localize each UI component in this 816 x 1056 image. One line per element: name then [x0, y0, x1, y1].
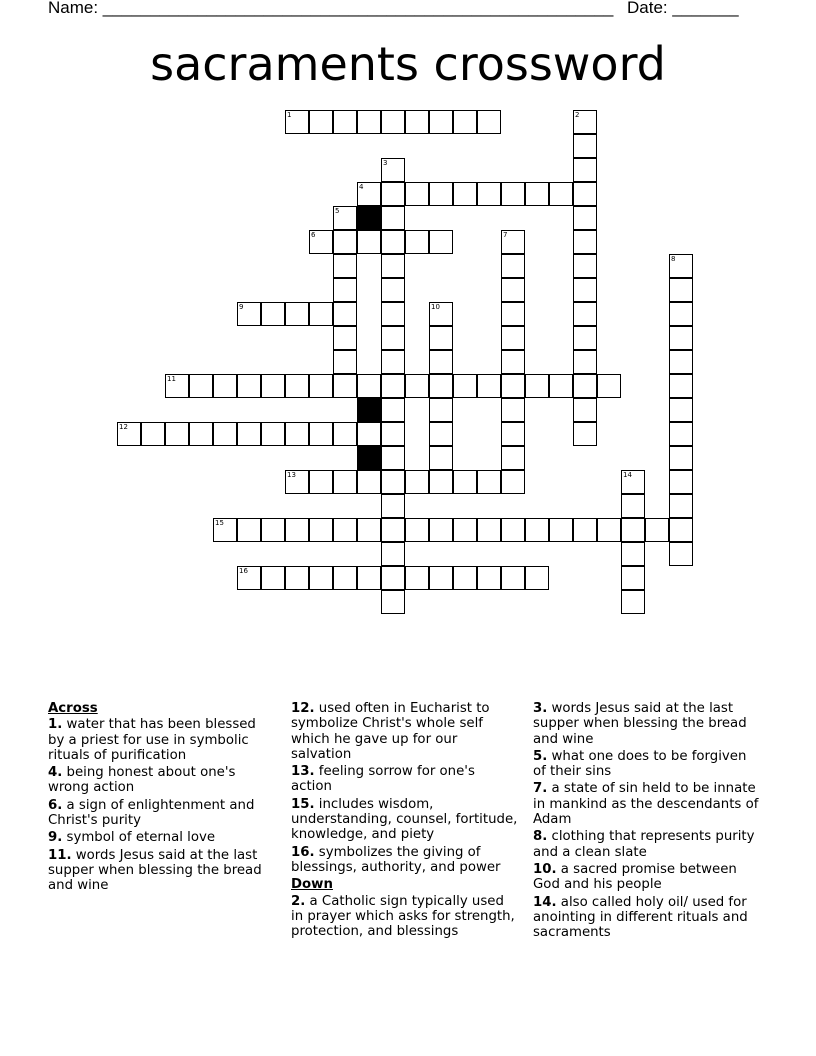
- grid-cell[interactable]: [621, 542, 645, 566]
- grid-block-cell: [357, 446, 381, 470]
- grid-cell[interactable]: [573, 182, 597, 206]
- grid-cell[interactable]: [549, 374, 573, 398]
- grid-cell[interactable]: [357, 566, 381, 590]
- name-field-label[interactable]: Name: ______________________________________________________: [48, 0, 614, 17]
- clue-down-3: 3. words Jesus said at the last supper when blessing the bread and wine: [533, 701, 747, 747]
- grid-cell[interactable]: [165, 422, 189, 446]
- grid-block-cell: [357, 398, 381, 422]
- grid-cell[interactable]: [621, 566, 645, 590]
- grid-cell[interactable]: [381, 350, 405, 374]
- grid-cell[interactable]: [501, 566, 525, 590]
- grid-cell[interactable]: [549, 182, 573, 206]
- grid-cell[interactable]: [669, 398, 693, 422]
- grid-cell[interactable]: [669, 302, 693, 326]
- grid-cell[interactable]: [381, 374, 405, 398]
- clue-across-13: 13. feeling sorrow for one's action: [291, 764, 475, 795]
- grid-cell[interactable]: [309, 566, 333, 590]
- grid-block-cell: [357, 206, 381, 230]
- grid-cell[interactable]: [333, 278, 357, 302]
- grid-cell[interactable]: [285, 470, 309, 494]
- clue-across-11: 11. words Jesus said at the last supper when blessing the bread and wine: [48, 847, 262, 894]
- grid-cell[interactable]: [381, 398, 405, 422]
- grid-cell[interactable]: [573, 134, 597, 158]
- grid-cell[interactable]: [357, 422, 381, 446]
- grid-cell[interactable]: [261, 518, 285, 542]
- grid-cell[interactable]: [405, 230, 429, 254]
- grid-cell[interactable]: [189, 374, 213, 398]
- grid-cell[interactable]: [597, 374, 621, 398]
- grid-cell[interactable]: [669, 374, 693, 398]
- grid-cell[interactable]: [573, 374, 597, 398]
- grid-cell[interactable]: [621, 470, 645, 494]
- header: [48, 0, 768, 20]
- grid-cell[interactable]: [669, 494, 693, 518]
- grid-cell[interactable]: [333, 518, 357, 542]
- grid-cell[interactable]: [645, 518, 669, 542]
- clue-down-2: 2. a Catholic sign typically used in prayer which asks for strength, protection, and blessings: [291, 893, 515, 940]
- grid-cell[interactable]: [501, 422, 525, 446]
- clue-number: 6: [311, 231, 316, 239]
- grid-cell[interactable]: [429, 110, 453, 134]
- grid-cell[interactable]: [501, 182, 525, 206]
- clue-number: 3: [383, 159, 388, 167]
- grid-cell[interactable]: [261, 566, 285, 590]
- grid-cell[interactable]: [381, 542, 405, 566]
- grid-cell[interactable]: [165, 374, 189, 398]
- grid-cell[interactable]: [525, 374, 549, 398]
- grid-cell[interactable]: [333, 566, 357, 590]
- grid-cell[interactable]: [141, 422, 165, 446]
- grid-cell[interactable]: [285, 110, 309, 134]
- page-title: sacraments crossword: [150, 37, 666, 91]
- grid-cell[interactable]: [261, 422, 285, 446]
- grid-cell[interactable]: [453, 182, 477, 206]
- grid-cell[interactable]: [381, 422, 405, 446]
- grid-cell[interactable]: [285, 422, 309, 446]
- grid-cell[interactable]: [429, 518, 453, 542]
- grid-cell[interactable]: [381, 590, 405, 614]
- clue-across-4: 4. being honest about one's wrong action: [48, 765, 236, 796]
- down-heading: Down: [291, 877, 333, 893]
- grid-cell[interactable]: [381, 566, 405, 590]
- clue-across-16: 16. symbolizes the giving of blessings, authority, and power: [291, 844, 501, 875]
- grid-cell[interactable]: [309, 230, 333, 254]
- grid-cell[interactable]: [381, 326, 405, 350]
- grid-cell[interactable]: [453, 110, 477, 134]
- grid-cell[interactable]: [501, 254, 525, 278]
- grid-cell[interactable]: [213, 518, 237, 542]
- clue-column-2: [291, 701, 519, 941]
- grid-cell[interactable]: [453, 470, 477, 494]
- grid-cell[interactable]: [333, 326, 357, 350]
- grid-cell[interactable]: [309, 470, 333, 494]
- grid-cell[interactable]: [405, 374, 429, 398]
- grid-cell[interactable]: [669, 446, 693, 470]
- grid-cell[interactable]: [381, 302, 405, 326]
- grid-cell[interactable]: [237, 374, 261, 398]
- grid-cell[interactable]: [573, 206, 597, 230]
- clue-across-12: 12. used often in Eucharist to symbolize Christ's whole self which he gave up for our salvation: [291, 701, 490, 762]
- grid-cell[interactable]: [501, 230, 525, 254]
- grid-cell[interactable]: [669, 518, 693, 542]
- grid-cell[interactable]: [501, 398, 525, 422]
- grid-cell[interactable]: [429, 398, 453, 422]
- grid-cell[interactable]: [573, 302, 597, 326]
- grid-cell[interactable]: [429, 230, 453, 254]
- clue-across-9: 9. symbol of eternal love: [48, 830, 216, 846]
- grid-cell[interactable]: [333, 230, 357, 254]
- clue-number: 10: [431, 303, 440, 311]
- grid-cell[interactable]: [333, 422, 357, 446]
- grid-cell[interactable]: [429, 182, 453, 206]
- grid-cell[interactable]: [573, 278, 597, 302]
- clue-number: 7: [503, 231, 508, 239]
- grid-cell[interactable]: [501, 446, 525, 470]
- grid-cell[interactable]: [501, 326, 525, 350]
- clue-number: 12: [119, 423, 128, 431]
- clue-number: 5: [335, 207, 340, 215]
- grid-cell[interactable]: [381, 446, 405, 470]
- grid-cell[interactable]: [573, 398, 597, 422]
- grid-cell[interactable]: [477, 470, 501, 494]
- clue-across-6: 6. a sign of enlightenment and Christ's purity: [48, 797, 255, 829]
- grid-cell[interactable]: [357, 374, 381, 398]
- clue-number: 4: [359, 183, 364, 191]
- grid-cell[interactable]: [669, 278, 693, 302]
- clue-number: 11: [167, 375, 176, 383]
- grid-cell[interactable]: [237, 566, 261, 590]
- grid-cell[interactable]: [381, 230, 405, 254]
- grid-cell[interactable]: [357, 230, 381, 254]
- grid-cell[interactable]: [357, 182, 381, 206]
- grid-cell[interactable]: [333, 206, 357, 230]
- grid-cell[interactable]: [621, 518, 645, 542]
- grid-cell[interactable]: [357, 470, 381, 494]
- grid-cell[interactable]: [405, 182, 429, 206]
- grid-cell[interactable]: [237, 518, 261, 542]
- grid-cell[interactable]: [405, 110, 429, 134]
- grid-cell[interactable]: [477, 374, 501, 398]
- grid-cell[interactable]: [333, 110, 357, 134]
- grid-cell[interactable]: [117, 422, 141, 446]
- grid-cell[interactable]: [405, 518, 429, 542]
- grid-cell[interactable]: [477, 518, 501, 542]
- clue-down-8: 8. clothing that represents purity and a clean slate: [533, 829, 755, 860]
- grid-cell[interactable]: [501, 350, 525, 374]
- clue-column-1: [48, 701, 276, 896]
- grid-cell[interactable]: [525, 566, 549, 590]
- grid-cell[interactable]: [429, 374, 453, 398]
- grid-cell[interactable]: [381, 158, 405, 182]
- grid-cell[interactable]: [669, 470, 693, 494]
- grid-cell[interactable]: [573, 230, 597, 254]
- grid-cell[interactable]: [429, 350, 453, 374]
- grid-cell[interactable]: [453, 518, 477, 542]
- grid-cell[interactable]: [573, 254, 597, 278]
- grid-cell[interactable]: [285, 374, 309, 398]
- grid-cell[interactable]: [405, 470, 429, 494]
- grid-cell[interactable]: [309, 518, 333, 542]
- grid-cell[interactable]: [501, 518, 525, 542]
- grid-cell[interactable]: [525, 182, 549, 206]
- grid-cell[interactable]: [501, 302, 525, 326]
- clue-across-1: 1. water that has been blessed by a priest for use in symbolic rituals of purification: [48, 717, 256, 763]
- grid-cell[interactable]: [549, 518, 573, 542]
- grid-cell[interactable]: [381, 110, 405, 134]
- grid-cell[interactable]: [285, 566, 309, 590]
- date-field-label[interactable]: Date: _______: [627, 0, 739, 17]
- grid-cell[interactable]: [429, 326, 453, 350]
- clue-number: 2: [575, 111, 580, 119]
- clue-number: 16: [239, 567, 248, 575]
- grid-cell[interactable]: [381, 494, 405, 518]
- grid-cell[interactable]: [285, 518, 309, 542]
- clue-across-15: 15. includes wisdom, understanding, counsel, fortitude, knowledge, and piety: [291, 796, 518, 843]
- grid-cell[interactable]: [213, 374, 237, 398]
- clue-number: 8: [671, 255, 676, 263]
- grid-cell[interactable]: [309, 422, 333, 446]
- clue-number: 1: [287, 111, 292, 119]
- grid-cell[interactable]: [381, 518, 405, 542]
- grid-cell[interactable]: [381, 182, 405, 206]
- grid-cell[interactable]: [333, 350, 357, 374]
- grid-cell[interactable]: [333, 374, 357, 398]
- grid-cell[interactable]: [429, 446, 453, 470]
- grid-cell[interactable]: [285, 302, 309, 326]
- grid-cell[interactable]: [477, 110, 501, 134]
- grid-cell[interactable]: [309, 110, 333, 134]
- grid-cell[interactable]: [381, 470, 405, 494]
- grid-cell[interactable]: [261, 374, 285, 398]
- grid-cell[interactable]: [333, 254, 357, 278]
- grid-cell[interactable]: [429, 566, 453, 590]
- grid-cell[interactable]: [501, 470, 525, 494]
- grid-cell[interactable]: [621, 590, 645, 614]
- across-heading: Across: [48, 701, 98, 716]
- grid-cell[interactable]: [669, 422, 693, 446]
- grid-cell[interactable]: [453, 374, 477, 398]
- clue-number: 14: [623, 471, 632, 479]
- grid-cell[interactable]: [357, 518, 381, 542]
- clue-down-10: 10. a sacred promise between God and his people: [533, 861, 737, 893]
- grid-cell[interactable]: [333, 302, 357, 326]
- grid-cell[interactable]: [597, 518, 621, 542]
- clue-column-3: [533, 701, 761, 942]
- grid-cell[interactable]: [669, 326, 693, 350]
- clue-down-7: 7. a state of sin held to be innate in mankind as the descendants of Adam: [533, 781, 759, 828]
- grid-cell[interactable]: [237, 302, 261, 326]
- grid-cell[interactable]: [573, 326, 597, 350]
- grid-cell[interactable]: [621, 494, 645, 518]
- grid-cell[interactable]: [501, 278, 525, 302]
- grid-cell[interactable]: [237, 422, 261, 446]
- grid-cell[interactable]: [669, 350, 693, 374]
- grid-cell[interactable]: [477, 566, 501, 590]
- grid-cell[interactable]: [261, 302, 285, 326]
- grid-cell[interactable]: [669, 254, 693, 278]
- grid-cell[interactable]: [429, 422, 453, 446]
- grid-cell[interactable]: [429, 470, 453, 494]
- grid-cell[interactable]: [501, 374, 525, 398]
- grid-cell[interactable]: [381, 254, 405, 278]
- grid-cell[interactable]: [573, 422, 597, 446]
- grid-cell[interactable]: [669, 542, 693, 566]
- grid-cell[interactable]: [357, 110, 381, 134]
- grid-cell[interactable]: [309, 374, 333, 398]
- grid-cell[interactable]: [573, 158, 597, 182]
- grid-cell[interactable]: [453, 566, 477, 590]
- grid-cell[interactable]: [405, 566, 429, 590]
- grid-cell[interactable]: [573, 110, 597, 134]
- grid-cell[interactable]: [381, 206, 405, 230]
- clue-down-5: 5. what one does to be forgiven of their sins: [533, 748, 747, 780]
- grid-cell[interactable]: [477, 182, 501, 206]
- clue-down-14: 14. also called holy oil/ used for anointing in different rituals and sacraments: [533, 894, 748, 941]
- grid-cell[interactable]: [573, 350, 597, 374]
- grid-cell[interactable]: [189, 422, 213, 446]
- grid-cell[interactable]: [309, 302, 333, 326]
- clue-number: 9: [239, 303, 244, 311]
- grid-cell[interactable]: [429, 302, 453, 326]
- grid-cell[interactable]: [213, 422, 237, 446]
- grid-cell[interactable]: [525, 518, 549, 542]
- grid-cell[interactable]: [573, 518, 597, 542]
- grid-cell[interactable]: [381, 278, 405, 302]
- grid-cell[interactable]: [333, 470, 357, 494]
- clue-number: 13: [287, 471, 296, 479]
- clue-number: 15: [215, 519, 224, 527]
